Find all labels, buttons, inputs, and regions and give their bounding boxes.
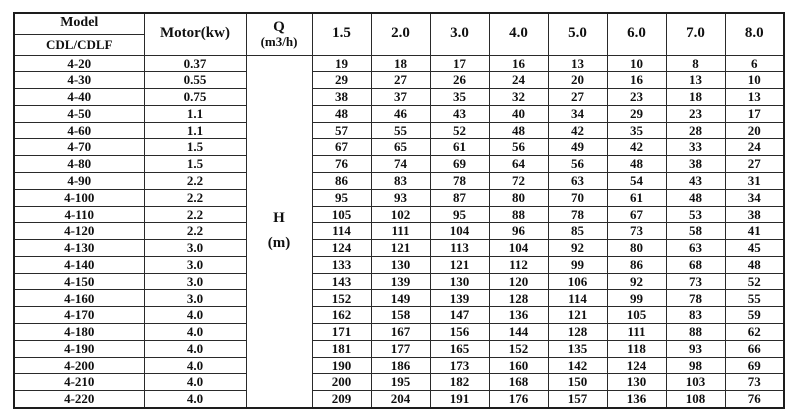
head-value-cell: 130 xyxy=(607,374,666,391)
head-value-cell: 63 xyxy=(548,172,607,189)
flow-value-header: 2.0 xyxy=(371,13,430,55)
head-value-cell: 86 xyxy=(312,172,371,189)
head-value-cell: 52 xyxy=(430,122,489,139)
head-value-cell: 111 xyxy=(371,223,430,240)
head-value-cell: 102 xyxy=(371,206,430,223)
head-value-cell: 62 xyxy=(725,324,784,341)
head-value-cell: 135 xyxy=(548,340,607,357)
motor-cell: 2.2 xyxy=(144,172,246,189)
head-value-cell: 104 xyxy=(489,240,548,257)
table-row xyxy=(14,273,784,290)
head-value-cell: 67 xyxy=(607,206,666,223)
head-value-cell: 85 xyxy=(548,223,607,240)
head-value-cell: 136 xyxy=(607,391,666,408)
model-cell: 4-30 xyxy=(14,72,144,89)
head-value-cell: 195 xyxy=(371,374,430,391)
head-value-cell: 6 xyxy=(725,55,784,72)
model-cell: 4-150 xyxy=(14,273,144,290)
head-value-cell: 106 xyxy=(548,273,607,290)
head-value-cell: 41 xyxy=(725,223,784,240)
head-value-cell: 54 xyxy=(607,172,666,189)
flow-column-header xyxy=(246,13,312,55)
head-value-cell: 136 xyxy=(489,307,548,324)
head-value-cell: 48 xyxy=(725,256,784,273)
head-value-cell: 114 xyxy=(312,223,371,240)
head-value-cell: 200 xyxy=(312,374,371,391)
head-value-cell: 23 xyxy=(607,89,666,106)
motor-cell: 3.0 xyxy=(144,256,246,273)
motor-cell: 2.2 xyxy=(144,189,246,206)
head-value-cell: 99 xyxy=(548,256,607,273)
head-value-cell: 56 xyxy=(489,139,548,156)
head-value-cell: 69 xyxy=(725,357,784,374)
flow-symbol-label: Q xyxy=(273,18,285,35)
head-value-cell: 66 xyxy=(725,340,784,357)
table-row xyxy=(14,290,784,307)
head-value-cell: 167 xyxy=(371,324,430,341)
head-value-cell: 78 xyxy=(666,290,725,307)
head-value-cell: 33 xyxy=(666,139,725,156)
head-value-cell: 32 xyxy=(489,89,548,106)
head-value-cell: 48 xyxy=(607,156,666,173)
head-value-cell: 168 xyxy=(489,374,548,391)
model-cell: 4-180 xyxy=(14,324,144,341)
head-value-cell: 45 xyxy=(725,240,784,257)
head-value-cell: 20 xyxy=(548,72,607,89)
motor-cell: 3.0 xyxy=(144,273,246,290)
table-body xyxy=(14,55,784,408)
motor-cell: 4.0 xyxy=(144,307,246,324)
head-value-cell: 18 xyxy=(666,89,725,106)
head-value-cell: 152 xyxy=(312,290,371,307)
head-value-cell: 103 xyxy=(666,374,725,391)
head-value-cell: 190 xyxy=(312,357,371,374)
head-value-cell: 128 xyxy=(548,324,607,341)
head-value-cell: 63 xyxy=(666,240,725,257)
head-value-cell: 121 xyxy=(548,307,607,324)
head-value-cell: 130 xyxy=(371,256,430,273)
table-row xyxy=(14,55,784,72)
head-value-cell: 34 xyxy=(548,105,607,122)
head-value-cell: 27 xyxy=(548,89,607,106)
head-value-cell: 29 xyxy=(607,105,666,122)
table-row xyxy=(14,189,784,206)
head-value-cell: 150 xyxy=(548,374,607,391)
head-value-cell: 83 xyxy=(666,307,725,324)
motor-cell: 4.0 xyxy=(144,391,246,408)
head-value-cell: 48 xyxy=(312,105,371,122)
head-value-cell: 38 xyxy=(725,206,784,223)
head-value-cell: 182 xyxy=(430,374,489,391)
head-value-cell: 74 xyxy=(371,156,430,173)
model-cell: 4-100 xyxy=(14,189,144,206)
head-value-cell: 28 xyxy=(666,122,725,139)
head-value-cell: 58 xyxy=(666,223,725,240)
table-row xyxy=(14,105,784,122)
table-row xyxy=(14,340,784,357)
head-value-cell: 114 xyxy=(548,290,607,307)
head-value-cell: 173 xyxy=(430,357,489,374)
head-value-cell: 93 xyxy=(371,189,430,206)
motor-cell: 4.0 xyxy=(144,340,246,357)
head-value-cell: 160 xyxy=(489,357,548,374)
table-row xyxy=(14,72,784,89)
head-value-cell: 124 xyxy=(312,240,371,257)
head-value-cell: 13 xyxy=(666,72,725,89)
head-value-cell: 130 xyxy=(430,273,489,290)
head-value-cell: 70 xyxy=(548,189,607,206)
head-value-cell: 104 xyxy=(430,223,489,240)
model-cell: 4-160 xyxy=(14,290,144,307)
model-cell: 4-120 xyxy=(14,223,144,240)
table-row xyxy=(14,391,784,408)
model-cell: 4-220 xyxy=(14,391,144,408)
head-value-cell: 121 xyxy=(430,256,489,273)
head-value-cell: 27 xyxy=(725,156,784,173)
head-value-cell: 16 xyxy=(489,55,548,72)
head-value-cell: 158 xyxy=(371,307,430,324)
head-value-cell: 144 xyxy=(489,324,548,341)
head-value-cell: 49 xyxy=(548,139,607,156)
head-value-cell: 67 xyxy=(312,139,371,156)
head-value-cell: 76 xyxy=(725,391,784,408)
head-value-cell: 42 xyxy=(548,122,607,139)
model-cell: 4-210 xyxy=(14,374,144,391)
head-value-cell: 149 xyxy=(371,290,430,307)
model-cell: 4-110 xyxy=(14,206,144,223)
head-value-cell: 209 xyxy=(312,391,371,408)
table-row xyxy=(14,139,784,156)
head-value-cell: 61 xyxy=(430,139,489,156)
flow-value-header: 6.0 xyxy=(607,13,666,55)
table-row xyxy=(14,122,784,139)
head-value-cell: 27 xyxy=(371,72,430,89)
head-value-cell: 29 xyxy=(312,72,371,89)
motor-cell: 1.1 xyxy=(144,105,246,122)
head-value-cell: 55 xyxy=(371,122,430,139)
head-value-cell: 124 xyxy=(607,357,666,374)
motor-cell: 3.0 xyxy=(144,240,246,257)
head-value-cell: 24 xyxy=(489,72,548,89)
flow-value-header: 7.0 xyxy=(666,13,725,55)
head-value-cell: 186 xyxy=(371,357,430,374)
head-value-cell: 56 xyxy=(548,156,607,173)
head-value-cell: 20 xyxy=(725,122,784,139)
pump-spec-table xyxy=(13,12,785,409)
head-value-cell: 78 xyxy=(548,206,607,223)
head-value-cell: 111 xyxy=(607,324,666,341)
head-value-cell: 53 xyxy=(666,206,725,223)
head-value-cell: 139 xyxy=(371,273,430,290)
head-value-cell: 52 xyxy=(725,273,784,290)
head-value-cell: 73 xyxy=(607,223,666,240)
model-cell: 4-200 xyxy=(14,357,144,374)
head-value-cell: 57 xyxy=(312,122,371,139)
head-value-cell: 92 xyxy=(607,273,666,290)
head-unit-cell xyxy=(246,55,312,408)
head-value-cell: 65 xyxy=(371,139,430,156)
head-value-cell: 18 xyxy=(371,55,430,72)
head-value-cell: 43 xyxy=(430,105,489,122)
flow-value-header: 1.5 xyxy=(312,13,371,55)
motor-cell: 0.37 xyxy=(144,55,246,72)
head-value-cell: 76 xyxy=(312,156,371,173)
head-value-cell: 204 xyxy=(371,391,430,408)
head-value-cell: 118 xyxy=(607,340,666,357)
motor-cell: 1.1 xyxy=(144,122,246,139)
head-value-cell: 98 xyxy=(666,357,725,374)
head-value-cell: 23 xyxy=(666,105,725,122)
table-row xyxy=(14,240,784,257)
flow-value-header: 8.0 xyxy=(725,13,784,55)
head-value-cell: 93 xyxy=(666,340,725,357)
head-value-cell: 147 xyxy=(430,307,489,324)
head-value-cell: 112 xyxy=(489,256,548,273)
head-value-cell: 8 xyxy=(666,55,725,72)
head-value-cell: 88 xyxy=(489,206,548,223)
head-value-cell: 48 xyxy=(666,189,725,206)
head-value-cell: 191 xyxy=(430,391,489,408)
model-cell: 4-50 xyxy=(14,105,144,122)
head-value-cell: 31 xyxy=(725,172,784,189)
head-value-cell: 176 xyxy=(489,391,548,408)
head-value-cell: 95 xyxy=(312,189,371,206)
head-value-cell: 38 xyxy=(666,156,725,173)
flow-unit-label: (m3/h) xyxy=(260,34,298,50)
table-row xyxy=(14,223,784,240)
model-cell: 4-70 xyxy=(14,139,144,156)
head-value-cell: 143 xyxy=(312,273,371,290)
table-row xyxy=(14,374,784,391)
motor-column-header: Motor(kw) xyxy=(144,13,246,55)
motor-cell: 0.75 xyxy=(144,89,246,106)
head-value-cell: 42 xyxy=(607,139,666,156)
head-value-cell: 92 xyxy=(548,240,607,257)
head-value-cell: 139 xyxy=(430,290,489,307)
model-column-title: Model xyxy=(14,13,144,34)
model-cell: 4-170 xyxy=(14,307,144,324)
head-value-cell: 19 xyxy=(312,55,371,72)
model-cell: 4-140 xyxy=(14,256,144,273)
head-value-cell: 105 xyxy=(312,206,371,223)
flow-value-header: 4.0 xyxy=(489,13,548,55)
head-value-cell: 86 xyxy=(607,256,666,273)
head-value-cell: 64 xyxy=(489,156,548,173)
motor-cell: 4.0 xyxy=(144,374,246,391)
head-value-cell: 83 xyxy=(371,172,430,189)
model-cell: 4-130 xyxy=(14,240,144,257)
model-cell: 4-40 xyxy=(14,89,144,106)
head-value-cell: 128 xyxy=(489,290,548,307)
table-row xyxy=(14,324,784,341)
head-value-cell: 17 xyxy=(725,105,784,122)
motor-cell: 2.2 xyxy=(144,206,246,223)
head-value-cell: 34 xyxy=(725,189,784,206)
head-unit-label: (m) xyxy=(267,235,291,252)
head-value-cell: 80 xyxy=(607,240,666,257)
head-value-cell: 40 xyxy=(489,105,548,122)
head-symbol-label: H xyxy=(273,209,285,226)
motor-cell: 3.0 xyxy=(144,290,246,307)
model-cell: 4-20 xyxy=(14,55,144,72)
motor-cell: 2.2 xyxy=(144,223,246,240)
head-value-cell: 96 xyxy=(489,223,548,240)
head-value-cell: 99 xyxy=(607,290,666,307)
head-value-cell: 121 xyxy=(371,240,430,257)
head-value-cell: 16 xyxy=(607,72,666,89)
table-row xyxy=(14,89,784,106)
motor-cell: 4.0 xyxy=(144,324,246,341)
head-value-cell: 38 xyxy=(312,89,371,106)
head-value-cell: 59 xyxy=(725,307,784,324)
head-value-cell: 157 xyxy=(548,391,607,408)
head-value-cell: 120 xyxy=(489,273,548,290)
flow-value-header: 5.0 xyxy=(548,13,607,55)
model-cell: 4-190 xyxy=(14,340,144,357)
head-value-cell: 133 xyxy=(312,256,371,273)
head-value-cell: 87 xyxy=(430,189,489,206)
head-value-cell: 171 xyxy=(312,324,371,341)
model-cell: 4-90 xyxy=(14,172,144,189)
head-value-cell: 80 xyxy=(489,189,548,206)
model-cell: 4-60 xyxy=(14,122,144,139)
head-value-cell: 48 xyxy=(489,122,548,139)
model-series-label: CDL/CDLF xyxy=(14,34,144,55)
head-value-cell: 156 xyxy=(430,324,489,341)
table-row xyxy=(14,156,784,173)
motor-cell: 4.0 xyxy=(144,357,246,374)
head-value-cell: 73 xyxy=(725,374,784,391)
head-value-cell: 88 xyxy=(666,324,725,341)
table-row xyxy=(14,357,784,374)
head-value-cell: 13 xyxy=(548,55,607,72)
head-value-cell: 177 xyxy=(371,340,430,357)
head-value-cell: 142 xyxy=(548,357,607,374)
motor-cell: 0.55 xyxy=(144,72,246,89)
head-value-cell: 10 xyxy=(725,72,784,89)
flow-value-header: 3.0 xyxy=(430,13,489,55)
head-value-cell: 13 xyxy=(725,89,784,106)
head-value-cell: 72 xyxy=(489,172,548,189)
head-value-cell: 69 xyxy=(430,156,489,173)
model-cell: 4-80 xyxy=(14,156,144,173)
head-value-cell: 55 xyxy=(725,290,784,307)
head-value-cell: 108 xyxy=(666,391,725,408)
head-value-cell: 78 xyxy=(430,172,489,189)
header-row-1 xyxy=(14,13,784,34)
head-value-cell: 43 xyxy=(666,172,725,189)
head-value-cell: 35 xyxy=(607,122,666,139)
head-value-cell: 37 xyxy=(371,89,430,106)
head-value-cell: 162 xyxy=(312,307,371,324)
table-row xyxy=(14,172,784,189)
head-value-cell: 46 xyxy=(371,105,430,122)
head-value-cell: 105 xyxy=(607,307,666,324)
head-value-cell: 152 xyxy=(489,340,548,357)
head-value-cell: 17 xyxy=(430,55,489,72)
head-value-cell: 181 xyxy=(312,340,371,357)
head-value-cell: 73 xyxy=(666,273,725,290)
head-value-cell: 26 xyxy=(430,72,489,89)
head-value-cell: 61 xyxy=(607,189,666,206)
head-value-cell: 10 xyxy=(607,55,666,72)
motor-cell: 1.5 xyxy=(144,156,246,173)
head-value-cell: 68 xyxy=(666,256,725,273)
table-row xyxy=(14,307,784,324)
table-row xyxy=(14,206,784,223)
table-header xyxy=(14,13,784,55)
head-value-cell: 24 xyxy=(725,139,784,156)
motor-cell: 1.5 xyxy=(144,139,246,156)
head-value-cell: 113 xyxy=(430,240,489,257)
head-value-cell: 165 xyxy=(430,340,489,357)
head-value-cell: 35 xyxy=(430,89,489,106)
table-row xyxy=(14,256,784,273)
head-value-cell: 95 xyxy=(430,206,489,223)
